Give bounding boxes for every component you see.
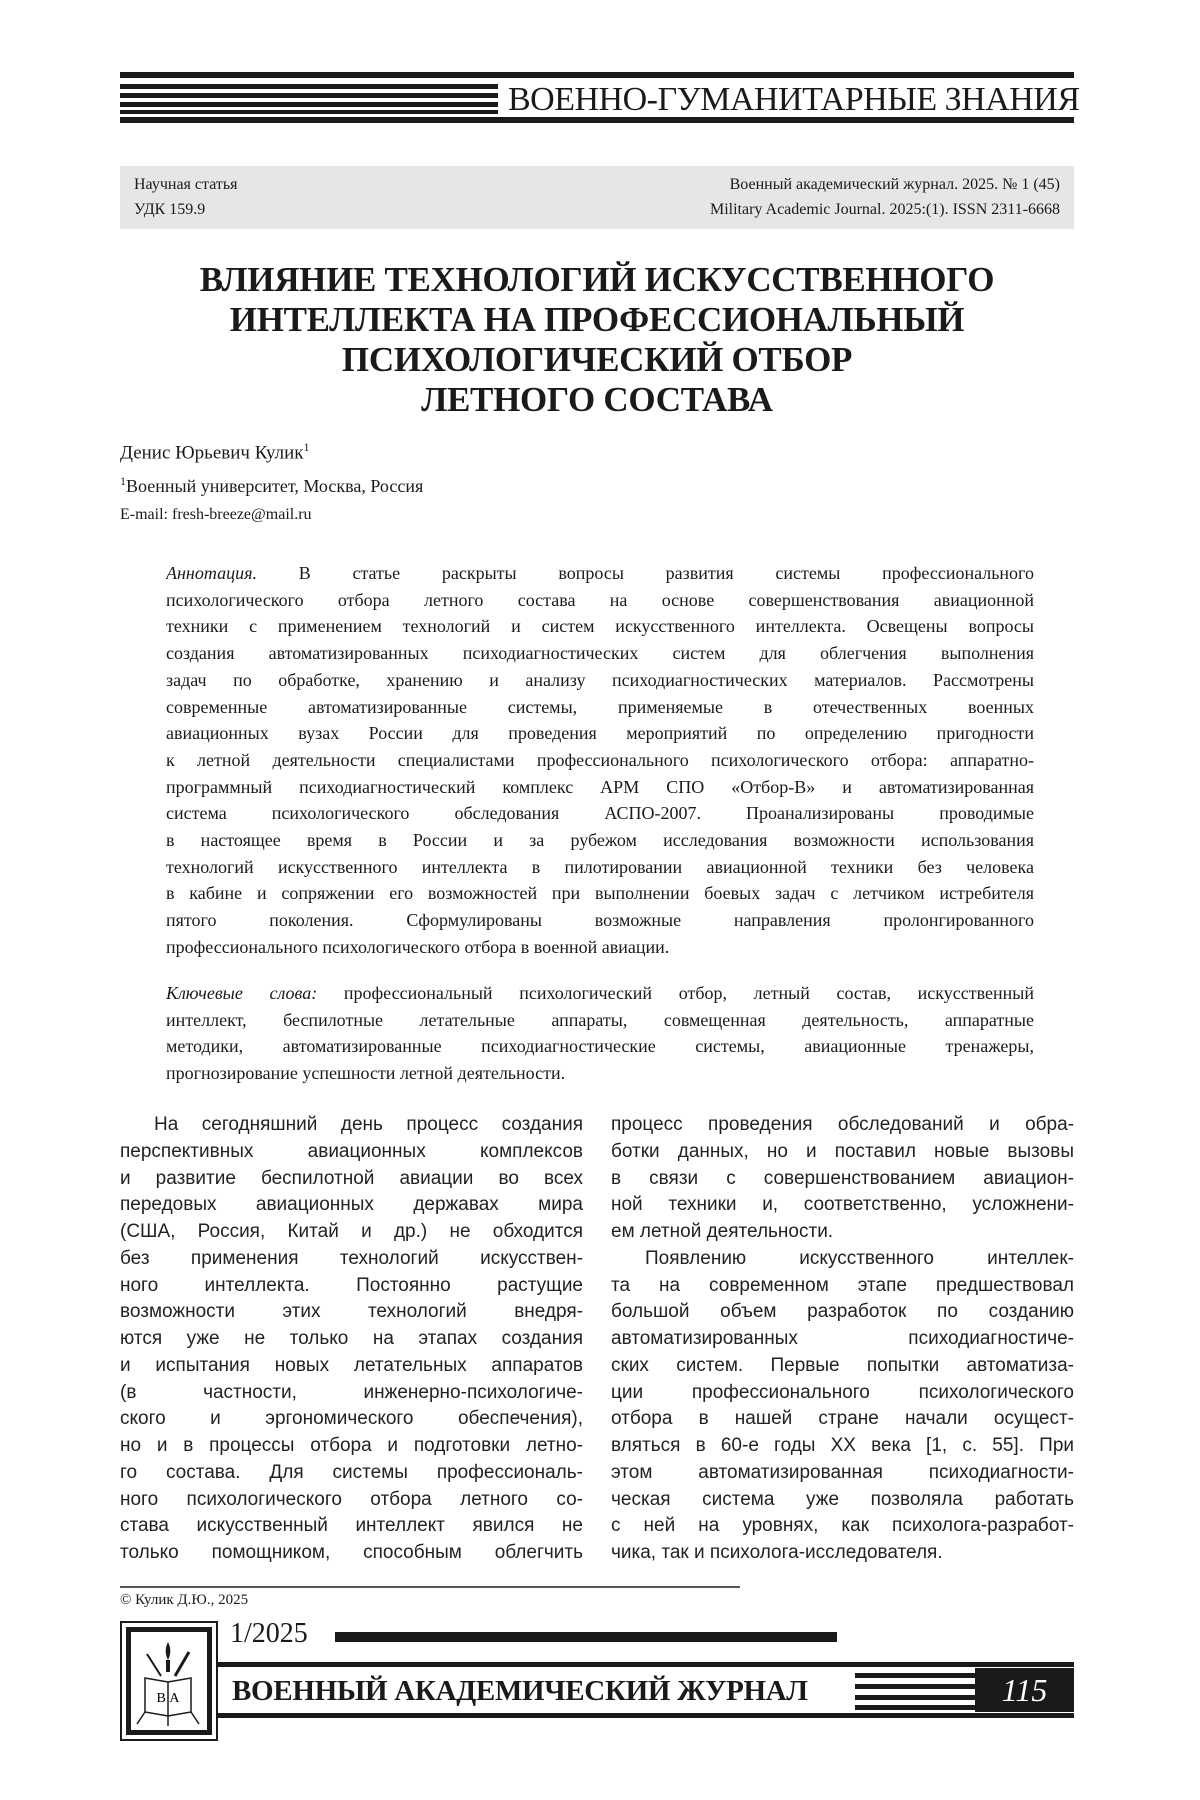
author-email[interactable]: E-mail: fresh-breeze@mail.ru: [120, 506, 312, 523]
abstract-line: задач по обработке, хранению и анализу психодиагностических материалов. Рассмотрены: [166, 669, 1034, 690]
body-line: с ней на уровнях, как психолога-разработ-: [611, 1515, 1074, 1537]
body-line: перспективных авиационных комплексов: [120, 1140, 583, 1162]
abstract-label: Аннотация.: [166, 563, 257, 583]
title-line: ВЛИЯНИЕ ТЕХНОЛОГИЙ ИСКУССТВЕННОГО: [199, 260, 995, 299]
body-column-left: [120, 1112, 583, 1567]
title-line: ЛЕТНОГО СОСТАВА: [421, 380, 773, 419]
body-line: без применения технологий искусствен-: [120, 1247, 583, 1269]
issue-number: 1/2025: [230, 1618, 308, 1649]
body-line: го состава. Для системы профессиональ-: [120, 1461, 583, 1483]
body-line: ного интеллекта. Постоянно растущие: [120, 1274, 583, 1296]
abstract-line: пятого поколения. Сформулированы возможные направления пролонгированного: [166, 910, 1034, 931]
article-title: [120, 260, 1074, 420]
abstract-line: техники с применением технологий и систем искусственного интеллекта. Освещены вопросы: [166, 616, 1034, 637]
abstract-line: создания автоматизированных психодиагностических систем для облегчения выполнения: [166, 643, 1034, 664]
abstract-line: система психологического обследования АСПО-2007. Проанализированы проводимые: [166, 803, 1034, 824]
body-line: отбора в нашей стране начали осущест-: [611, 1408, 1074, 1430]
body-line: (США, Россия, Китай и др.) не обходится: [120, 1221, 583, 1242]
abstract-line: в кабине и сопряжении его возможностей при выполнении боевых задач с летчиком истребителя: [166, 883, 1034, 904]
body-line: ского и эргономического обеспечения),: [120, 1408, 583, 1430]
udc-code: УДК 159.9: [134, 201, 206, 218]
abstract-line: авиационных вузах России для проведения мероприятий по определению пригодности: [166, 723, 1034, 744]
body-line: и развитие беспилотной авиации во всех: [120, 1167, 583, 1189]
keywords-line: методики, автоматизированные психодиагностические системы, авиационные тренажеры,: [166, 1036, 1034, 1057]
keywords-line: прогнозирование успешности летной деятельности.: [166, 1063, 566, 1084]
body-line: в связи с совершенствованием авиацион-: [611, 1167, 1074, 1189]
body-line: большой объем разработок по созданию: [611, 1301, 1074, 1323]
body-line: этом автоматизированная психодиагности-: [611, 1461, 1074, 1483]
affiliation-text: Военный университет, Москва, Россия: [126, 476, 424, 496]
body-line: вляться в 60-е годы XX века [1, с. 55]. При: [611, 1435, 1074, 1456]
body-column-right: [611, 1112, 1074, 1567]
body-line: чика, так и психолога-исследователя.: [611, 1542, 943, 1563]
article-type: Научная статья: [134, 176, 238, 193]
article-meta-box: [120, 166, 1074, 229]
abstract-line: [166, 560, 1034, 587]
footnote-rule: [120, 1586, 740, 1588]
body-line: На сегодняшний день процесс создания: [154, 1114, 583, 1135]
journal-name: ВОЕННЫЙ АКАДЕМИЧЕСКИЙ ЖУРНАЛ: [232, 1675, 808, 1707]
author-name: [120, 440, 310, 464]
keywords: [166, 980, 1034, 1087]
keywords-text: профессиональный психологический отбор, летный состав, искусственный: [343, 983, 1034, 1003]
journal-citation-en: Military Academic Journal. 2025:(1). ISSN 2311-6668: [709, 201, 1060, 218]
rubric-title: ВОЕННО-ГУМАНИТАРНЫЕ ЗНАНИЯ: [508, 81, 1080, 118]
abstract-line: профессионального психологического отбора в военной авиации.: [166, 936, 670, 957]
page-number: 115: [975, 1668, 1074, 1712]
abstract-line: к летной деятельности специалистами профессионального психологического отбора: аппаратно-: [166, 749, 1034, 770]
keywords-line: [166, 980, 1034, 1007]
abstract-line: в настоящее время в России и за рубежом исследования возможности использования: [166, 830, 1034, 851]
body-line: только помощником, способным облегчить: [120, 1542, 583, 1563]
body-line: ются уже не только на этапах создания: [120, 1328, 583, 1349]
title-line: ИНТЕЛЛЕКТА НА ПРОФЕССИОНАЛЬНЫЙ: [229, 300, 965, 339]
body-line: передовых авиационных державах мира: [120, 1194, 583, 1216]
abstract-line: технологий искусственного интеллекта в пилотировании авиационной техники без человека: [166, 856, 1034, 877]
body-line: ем летной деятельности.: [611, 1221, 834, 1242]
affiliation-sup: 1: [120, 474, 126, 488]
abstract-text: В статье раскрыты вопросы развития системы профессионального: [298, 563, 1034, 583]
keywords-label: Ключевые слова:: [166, 983, 318, 1003]
journal-logo: [120, 1621, 218, 1741]
body-line: ции профессионального психологического: [611, 1381, 1074, 1403]
logo-letters: В А: [156, 1691, 180, 1706]
torch-book-emblem-icon: [131, 1632, 205, 1728]
keywords-line: интеллект, беспилотные летательные аппараты, совмещенная деятельность, аппаратные: [166, 1009, 1034, 1030]
body-line: автоматизированных психодиагностиче-: [611, 1328, 1074, 1349]
body-line: ческая система уже позволяла работать: [611, 1488, 1074, 1510]
body-line: но и в процессы отбора и подготовки летно-: [120, 1435, 583, 1456]
body-line: става искусственный интеллект явился не: [120, 1515, 583, 1537]
body-line: процесс проведения обследований и обра-: [611, 1114, 1074, 1135]
body-line: ного психологического отбора летного со-: [120, 1488, 583, 1510]
author-affiliation: [120, 474, 423, 497]
title-line: ПСИХОЛОГИЧЕСКИЙ ОТБОР: [341, 340, 853, 379]
author-name-text: Денис Юрьевич Кулик: [120, 442, 304, 464]
abstract: [166, 560, 1034, 961]
body-line: та на современном этапе предшествовал: [611, 1274, 1074, 1296]
abstract-line: современные автоматизированные системы, применяемые в отечественных военных: [166, 696, 1034, 717]
body-line: ной техники и, соответственно, усложнени-: [611, 1194, 1074, 1216]
abstract-line: психологического отбора летного состава на основе совершенствования авиационной: [166, 589, 1034, 610]
body-line: ботки данных, но и поставил новые вызовы: [611, 1140, 1074, 1162]
author-sup: 1: [303, 440, 310, 454]
body-line: ских систем. Первые попытки автоматиза-: [611, 1354, 1074, 1376]
journal-citation-ru: Военный академический журнал. 2025. № 1 (45): [729, 176, 1060, 193]
body-line: и испытания новых летательных аппаратов: [120, 1354, 583, 1376]
body-line: возможности этих технологий внедря-: [120, 1301, 583, 1323]
body-line: Появлению искусственного интеллек-: [645, 1247, 1074, 1269]
body-line: (в частности, инженерно-психологиче-: [120, 1381, 583, 1403]
copyright: © Кулик Д.Ю., 2025: [120, 1592, 249, 1608]
abstract-line: программный психодиагностический комплекс АРМ СПО «Отбор-В» и автоматизированная: [166, 776, 1034, 797]
